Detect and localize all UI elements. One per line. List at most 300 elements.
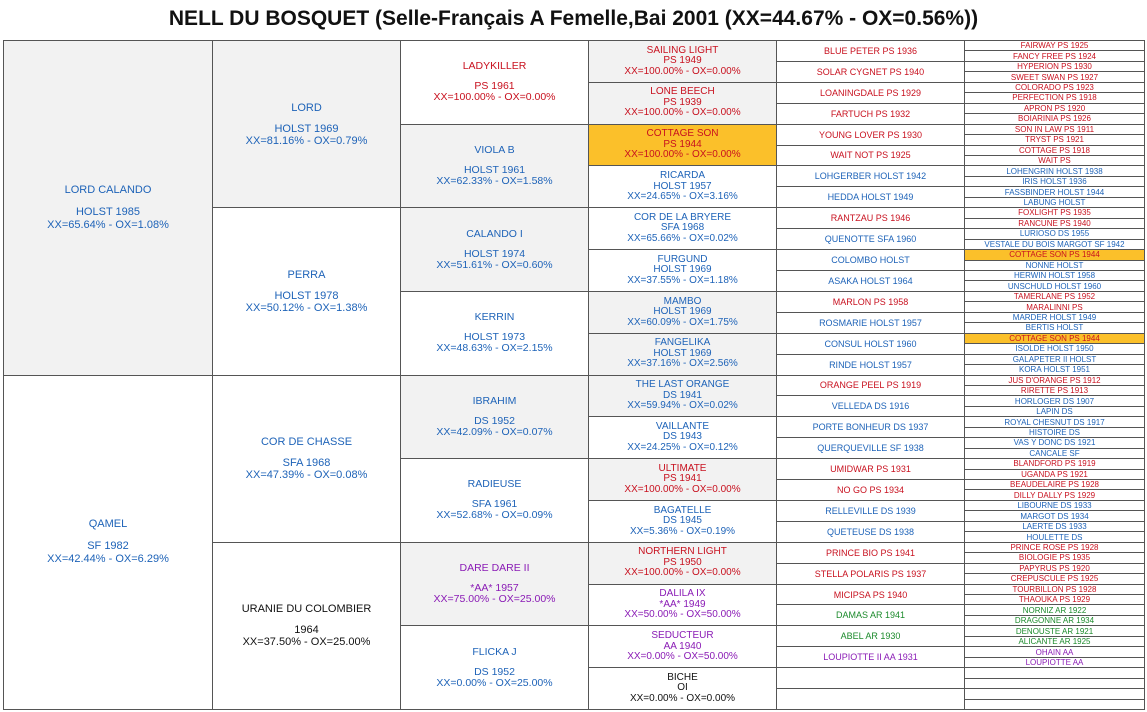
ancestor-gen6-14[interactable] bbox=[965, 176, 1145, 186]
ancestor-gen6-52[interactable] bbox=[965, 574, 1145, 584]
ancestor-breed-year: HOLST 1969 bbox=[274, 122, 339, 135]
ancestor-gen6-20[interactable] bbox=[965, 239, 1145, 249]
ancestor-blood-percent: XX=100.00% - OX=0.00% bbox=[624, 107, 741, 119]
ancestor-name: FLICKA J bbox=[472, 645, 517, 658]
ancestor-name: QUENOTTE SFA 1960 bbox=[824, 234, 917, 245]
ancestor-gen5-13[interactable] bbox=[777, 291, 965, 312]
ancestor-gen6-64[interactable] bbox=[965, 699, 1145, 709]
ancestor-breed-year: DS 1941 bbox=[663, 389, 702, 401]
ancestor-blood-percent: XX=37.50% - OX=25.00% bbox=[242, 636, 371, 649]
ancestor-name: LOHGERBER HOLST 1942 bbox=[814, 171, 927, 182]
ancestor-name: SWEET SWAN PS 1927 bbox=[1010, 72, 1099, 82]
ancestor-gen6-51[interactable] bbox=[965, 563, 1145, 573]
ancestor-name: RADIEUSE bbox=[467, 478, 522, 491]
ancestor-name: LOHENGRIN HOLST 1938 bbox=[1006, 166, 1103, 176]
ancestor-gen5-4[interactable] bbox=[777, 103, 965, 124]
ancestor-gen4-1[interactable] bbox=[589, 41, 777, 83]
ancestor-blood-percent: XX=60.09% - OX=1.75% bbox=[627, 316, 738, 328]
ancestor-blood-percent: XX=24.25% - OX=0.12% bbox=[627, 441, 738, 453]
ancestor-gen2-1[interactable] bbox=[213, 41, 401, 208]
ancestor-gen5-24[interactable] bbox=[777, 521, 965, 542]
ancestor-name: MAMBO bbox=[663, 295, 702, 307]
ancestor-breed-year: SFA 1961 bbox=[471, 498, 518, 511]
ancestor-breed-year: *AA* 1957 bbox=[470, 582, 519, 595]
ancestor-gen4-9[interactable] bbox=[589, 375, 777, 417]
ancestor-gen3-3[interactable] bbox=[401, 208, 589, 292]
ancestor-gen4-4[interactable] bbox=[589, 166, 777, 208]
ancestor-gen5-3[interactable] bbox=[777, 82, 965, 103]
ancestor-gen6-13[interactable] bbox=[965, 166, 1145, 176]
ancestor-breed-year: DS 1943 bbox=[663, 431, 702, 443]
ancestor-gen5-20[interactable] bbox=[777, 438, 965, 459]
ancestor-gen6-57[interactable] bbox=[965, 626, 1145, 636]
ancestor-gen5-26[interactable] bbox=[777, 563, 965, 584]
ancestor-gen4-2[interactable] bbox=[589, 82, 777, 124]
ancestor-name: LOUPIOTTE II AA 1931 bbox=[823, 652, 918, 663]
ancestor-name: TRYST PS 1921 bbox=[1025, 135, 1084, 145]
ancestor-gen6-49[interactable] bbox=[965, 542, 1145, 552]
ancestor-name: COR DE CHASSE bbox=[260, 436, 353, 449]
ancestor-blood-percent: XX=52.68% - OX=0.09% bbox=[436, 509, 553, 522]
ancestor-name: SOLAR CYGNET PS 1940 bbox=[816, 66, 925, 77]
ancestor-blood-percent: XX=100.00% - OX=0.00% bbox=[624, 483, 741, 495]
ancestor-blood-percent: XX=65.66% - OX=0.02% bbox=[627, 232, 738, 244]
ancestor-gen6-56[interactable] bbox=[965, 615, 1145, 625]
ancestor-gen5-23[interactable] bbox=[777, 500, 965, 521]
ancestor-name: FANCY FREE PS 1924 bbox=[1013, 51, 1096, 61]
ancestor-breed-year: HOLST 1985 bbox=[75, 205, 140, 218]
ancestor-gen6-47[interactable] bbox=[965, 521, 1145, 531]
ancestor-breed-year: PS 1961 bbox=[474, 80, 515, 93]
ancestor-gen6-25[interactable] bbox=[965, 291, 1145, 301]
ancestor-gen6-37[interactable] bbox=[965, 417, 1145, 427]
ancestor-name: LORD CALANDO bbox=[64, 183, 152, 196]
ancestor-name: UGANDA PS 1921 bbox=[1021, 469, 1088, 479]
ancestor-name: COTTAGE SON PS 1944 bbox=[1009, 333, 1100, 343]
ancestor-gen6-38[interactable] bbox=[965, 427, 1145, 437]
ancestor-name: BLUE PETER PS 1936 bbox=[823, 45, 918, 56]
ancestor-breed-year: DS 1952 bbox=[474, 665, 515, 678]
ancestor-gen6-28[interactable] bbox=[965, 323, 1145, 333]
ancestor-gen6-42[interactable] bbox=[965, 469, 1145, 479]
ancestor-gen6-24[interactable] bbox=[965, 281, 1145, 291]
ancestor-name: NORNIZ AR 1922 bbox=[1022, 605, 1087, 615]
ancestor-breed-year: SFA 1968 bbox=[282, 457, 331, 470]
ancestor-gen5-1[interactable] bbox=[777, 41, 965, 62]
ancestor-name: LONE BEECH bbox=[650, 86, 715, 98]
ancestor-gen3-7[interactable] bbox=[401, 542, 589, 626]
ancestor-breed-year: OI bbox=[677, 682, 688, 694]
ancestor-name: PAPYRUS PS 1920 bbox=[1019, 563, 1090, 573]
ancestor-name: RICARDA bbox=[659, 170, 705, 182]
ancestor-name: IBRAHIM bbox=[472, 394, 517, 407]
ancestor-name: FOXLIGHT PS 1935 bbox=[1018, 208, 1091, 218]
ancestor-gen5-7[interactable] bbox=[777, 166, 965, 187]
ancestor-blood-percent: XX=51.61% - OX=0.60% bbox=[436, 258, 553, 271]
ancestor-name: BAGATELLE bbox=[653, 504, 712, 516]
ancestor-gen5-5[interactable] bbox=[777, 124, 965, 145]
ancestor-gen5-8[interactable] bbox=[777, 187, 965, 208]
ancestor-gen4-11[interactable] bbox=[589, 459, 777, 501]
ancestor-name: OHAIN AA bbox=[1035, 647, 1074, 657]
ancestor-name: LOUPIOTTE AA bbox=[1025, 657, 1084, 667]
ancestor-gen3-5[interactable] bbox=[401, 375, 589, 459]
ancestor-name: UMIDWAR PS 1931 bbox=[830, 464, 911, 475]
ancestor-name: VELLEDA DS 1916 bbox=[831, 401, 910, 412]
ancestor-breed-year: 1964 bbox=[294, 624, 319, 637]
ancestor-name: VAILLANTE bbox=[655, 420, 710, 432]
ancestor-name: ROYAL CHESNUT DS 1917 bbox=[1004, 417, 1105, 427]
ancestor-gen4-13[interactable] bbox=[589, 542, 777, 584]
ancestor-name: URANIE DU COLOMBIER bbox=[241, 603, 372, 616]
ancestor-name: KERRIN bbox=[474, 311, 515, 324]
ancestor-gen3-1[interactable] bbox=[401, 41, 589, 125]
ancestor-blood-percent: XX=5.36% - OX=0.19% bbox=[629, 525, 736, 537]
ancestor-breed-year: HOLST 1961 bbox=[463, 163, 526, 176]
ancestor-gen6-44[interactable] bbox=[965, 490, 1145, 500]
ancestor-name: FAIRWAY PS 1925 bbox=[1020, 41, 1089, 51]
ancestor-gen5-29[interactable] bbox=[777, 626, 965, 647]
ancestor-blood-percent: XX=0.00% - OX=25.00% bbox=[436, 676, 553, 689]
ancestor-name: FASSBINDER HOLST 1944 bbox=[1004, 187, 1105, 197]
ancestor-name: NONNE HOLST bbox=[1025, 260, 1084, 270]
ancestor-blood-percent: XX=100.00% - OX=0.00% bbox=[433, 91, 556, 104]
ancestor-gen1-2[interactable] bbox=[4, 375, 213, 710]
ancestor-gen6-45[interactable] bbox=[965, 500, 1145, 510]
ancestor-name: DALILA IX bbox=[659, 588, 706, 600]
ancestor-blood-percent: XX=0.00% - OX=0.00% bbox=[629, 692, 736, 704]
ancestor-gen5-12[interactable] bbox=[777, 270, 965, 291]
ancestor-gen5-25[interactable] bbox=[777, 542, 965, 563]
ancestor-gen6-53[interactable] bbox=[965, 584, 1145, 594]
ancestor-name: LORD bbox=[291, 101, 322, 114]
ancestor-gen6-54[interactable] bbox=[965, 595, 1145, 605]
ancestor-gen4-10[interactable] bbox=[589, 417, 777, 459]
ancestor-name: HEDDA HOLST 1949 bbox=[827, 192, 914, 203]
ancestor-name: CALANDO I bbox=[466, 227, 523, 240]
ancestor-name: SEDUCTEUR bbox=[651, 630, 714, 642]
ancestor-gen5-30[interactable] bbox=[777, 647, 965, 668]
ancestor-name: TOURBILLON PS 1928 bbox=[1012, 584, 1097, 594]
ancestor-name: SAILING LIGHT bbox=[646, 44, 719, 56]
ancestor-gen6-2[interactable] bbox=[965, 51, 1145, 61]
ancestor-name: SON IN LAW PS 1911 bbox=[1014, 124, 1095, 134]
ancestor-gen6-41[interactable] bbox=[965, 459, 1145, 469]
ancestor-name: CONSUL HOLST 1960 bbox=[824, 338, 917, 349]
ancestor-blood-percent: XX=100.00% - OX=0.00% bbox=[624, 149, 741, 161]
ancestor-blood-percent: XX=47.39% - OX=0.08% bbox=[245, 469, 368, 482]
ancestor-gen6-15[interactable] bbox=[965, 187, 1145, 197]
ancestor-name: LIBOURNE DS 1933 bbox=[1017, 501, 1092, 511]
ancestor-name: RANTZAU PS 1946 bbox=[830, 213, 911, 224]
ancestor-name: VIOLA B bbox=[474, 143, 515, 156]
ancestor-name: FURGUND bbox=[657, 253, 708, 265]
ancestor-blood-percent: XX=37.16% - OX=2.56% bbox=[627, 358, 738, 370]
ancestor-name: BERTIS HOLST bbox=[1025, 323, 1084, 333]
ancestor-blood-percent: XX=48.63% - OX=2.15% bbox=[436, 342, 553, 355]
ancestor-name: DENOUSTE AR 1921 bbox=[1015, 626, 1094, 636]
ancestor-name: BEAUDELAIRE PS 1928 bbox=[1010, 480, 1099, 490]
ancestor-gen6-26[interactable] bbox=[965, 302, 1145, 312]
ancestor-gen6-63[interactable] bbox=[965, 689, 1145, 699]
ancestor-gen5-31[interactable] bbox=[777, 668, 965, 689]
ancestor-blood-percent: XX=75.00% - OX=25.00% bbox=[433, 593, 556, 606]
ancestor-name: WAIT PS bbox=[1038, 156, 1071, 166]
ancestor-name: BIOLOGIE PS 1935 bbox=[1018, 553, 1091, 563]
ancestor-breed-year: AA 1940 bbox=[663, 640, 702, 652]
pedigree-table bbox=[3, 40, 1145, 710]
ancestor-gen6-46[interactable] bbox=[965, 511, 1145, 521]
ancestor-breed-year: PS 1939 bbox=[663, 96, 702, 108]
ancestor-name: HISTOIRE DS bbox=[1029, 427, 1080, 437]
ancestor-name: COR DE LA BRYERE bbox=[633, 211, 732, 223]
ancestor-name: MARGOT DS 1934 bbox=[1020, 511, 1089, 521]
ancestor-gen6-36[interactable] bbox=[965, 406, 1145, 416]
ancestor-gen6-50[interactable] bbox=[965, 553, 1145, 563]
ancestor-name: RIRETTE PS 1913 bbox=[1020, 386, 1089, 396]
ancestor-breed-year: HOLST 1973 bbox=[463, 331, 526, 344]
ancestor-gen6-17[interactable] bbox=[965, 208, 1145, 218]
ancestor-gen4-15[interactable] bbox=[589, 626, 777, 668]
ancestor-name: YOUNG LOVER PS 1930 bbox=[818, 129, 923, 140]
ancestor-gen2-3[interactable] bbox=[213, 375, 401, 542]
ancestor-gen6-23[interactable] bbox=[965, 270, 1145, 280]
ancestor-blood-percent: XX=37.55% - OX=1.18% bbox=[627, 274, 738, 286]
ancestor-name: RELLEVILLE DS 1939 bbox=[825, 505, 916, 516]
ancestor-gen5-14[interactable] bbox=[777, 312, 965, 333]
ancestor-gen6-10[interactable] bbox=[965, 135, 1145, 145]
ancestor-blood-percent: XX=100.00% - OX=0.00% bbox=[624, 567, 741, 579]
ancestor-name: VAS Y DONC DS 1921 bbox=[1013, 438, 1096, 448]
ancestor-name: THE LAST ORANGE bbox=[635, 379, 730, 391]
ancestor-blood-percent: XX=50.12% - OX=1.38% bbox=[245, 301, 368, 314]
ancestor-name: HERWIN HOLST 1958 bbox=[1013, 271, 1096, 281]
ancestor-gen6-35[interactable] bbox=[965, 396, 1145, 406]
ancestor-gen6-62[interactable] bbox=[965, 678, 1145, 688]
ancestor-breed-year: HOLST 1969 bbox=[653, 306, 712, 318]
ancestor-gen5-28[interactable] bbox=[777, 605, 965, 626]
ancestor-gen6-30[interactable] bbox=[965, 344, 1145, 354]
ancestor-breed-year: HOLST 1969 bbox=[653, 264, 712, 276]
ancestor-name: ABEL AR 1930 bbox=[840, 631, 901, 642]
ancestor-gen6-5[interactable] bbox=[965, 82, 1145, 92]
ancestor-blood-percent: XX=42.44% - OX=6.29% bbox=[47, 553, 169, 566]
ancestor-name: DARE DARE II bbox=[459, 562, 530, 575]
ancestor-gen6-58[interactable] bbox=[965, 636, 1145, 646]
ancestor-name: QUETEUSE DS 1938 bbox=[826, 526, 915, 537]
ancestor-breed-year: PS 1944 bbox=[663, 138, 702, 150]
ancestor-name: NORTHERN LIGHT bbox=[638, 546, 727, 558]
ancestor-breed-year: HOLST 1978 bbox=[274, 289, 339, 302]
ancestor-name: QAMEL bbox=[88, 518, 128, 531]
ancestor-name: THAOUKA PS 1929 bbox=[1018, 595, 1091, 605]
ancestor-gen4-7[interactable] bbox=[589, 291, 777, 333]
ancestor-name: RINDE HOLST 1957 bbox=[829, 359, 912, 370]
ancestor-gen6-59[interactable] bbox=[965, 647, 1145, 657]
ancestor-blood-percent: XX=81.16% - OX=0.79% bbox=[245, 134, 368, 147]
ancestor-name: LABUNG HOLST bbox=[1023, 198, 1086, 208]
ancestor-gen5-22[interactable] bbox=[777, 480, 965, 501]
ancestor-gen1-1[interactable] bbox=[4, 41, 213, 376]
ancestor-gen5-21[interactable] bbox=[777, 459, 965, 480]
ancestor-name: COLORADO PS 1923 bbox=[1015, 83, 1094, 93]
ancestor-blood-percent: XX=62.33% - OX=1.58% bbox=[436, 174, 553, 187]
ancestor-gen4-3[interactable] bbox=[589, 124, 777, 166]
ancestor-name: ALICANTE AR 1925 bbox=[1018, 637, 1091, 647]
ancestor-gen5-11[interactable] bbox=[777, 250, 965, 271]
ancestor-name: CREPUSCULE PS 1925 bbox=[1010, 574, 1099, 584]
ancestor-name: RANCUNE PS 1940 bbox=[1018, 218, 1091, 228]
ancestor-gen6-32[interactable] bbox=[965, 365, 1145, 375]
ancestor-gen6-19[interactable] bbox=[965, 229, 1145, 239]
ancestor-gen5-27[interactable] bbox=[777, 584, 965, 605]
ancestor-gen4-8[interactable] bbox=[589, 333, 777, 375]
ancestor-gen6-33[interactable] bbox=[965, 375, 1145, 385]
ancestor-blood-percent: XX=100.00% - OX=0.00% bbox=[624, 65, 741, 77]
ancestor-gen6-61[interactable] bbox=[965, 668, 1145, 678]
ancestor-name: MARLON PS 1958 bbox=[832, 296, 909, 307]
ancestor-name: IRIS HOLST 1936 bbox=[1022, 177, 1087, 187]
ancestor-gen6-11[interactable] bbox=[965, 145, 1145, 155]
ancestor-name: BOIARINIA PS 1926 bbox=[1018, 114, 1091, 124]
ancestor-gen4-5[interactable] bbox=[589, 208, 777, 250]
ancestor-breed-year: HOLST 1957 bbox=[653, 180, 712, 192]
ancestor-name: MARDER HOLST 1949 bbox=[1012, 313, 1097, 322]
ancestor-name: STELLA POLARIS PS 1937 bbox=[814, 568, 927, 579]
ancestor-gen6-27[interactable] bbox=[965, 312, 1145, 322]
ancestor-name: BICHE bbox=[667, 671, 698, 683]
ancestor-name: PERRA bbox=[287, 268, 326, 281]
ancestor-gen3-6[interactable] bbox=[401, 459, 589, 543]
ancestor-name: ULTIMATE bbox=[658, 462, 707, 474]
ancestor-name: PRINCE ROSE PS 1928 bbox=[1010, 542, 1099, 552]
ancestor-name: LOANINGDALE PS 1929 bbox=[819, 87, 922, 98]
ancestor-gen4-12[interactable] bbox=[589, 500, 777, 542]
ancestor-gen6-39[interactable] bbox=[965, 438, 1145, 448]
ancestor-name: DAMAS AR 1941 bbox=[835, 610, 906, 621]
ancestor-gen6-7[interactable] bbox=[965, 103, 1145, 113]
ancestor-name: COTTAGE SON PS 1944 bbox=[1009, 250, 1100, 260]
ancestor-gen3-4[interactable] bbox=[401, 291, 589, 375]
ancestor-gen5-18[interactable] bbox=[777, 396, 965, 417]
ancestor-breed-year: HOLST 1969 bbox=[653, 347, 712, 359]
ancestor-breed-year: PS 1941 bbox=[663, 473, 702, 485]
ancestor-name: FANGELIKA bbox=[654, 337, 711, 349]
ancestor-gen6-16[interactable] bbox=[965, 197, 1145, 207]
ancestor-name: JUS D'ORANGE PS 1912 bbox=[1008, 375, 1101, 385]
ancestor-name: DILLY DALLY PS 1929 bbox=[1013, 490, 1096, 500]
ancestor-name: PERFECTION PS 1918 bbox=[1012, 93, 1097, 103]
ancestor-name: LADYKILLER bbox=[462, 60, 527, 73]
ancestor-name: KORA HOLST 1951 bbox=[1019, 365, 1090, 375]
ancestor-name: HOULETTE DS bbox=[1026, 532, 1083, 542]
ancestor-name: QUERQUEVILLE SF 1938 bbox=[817, 443, 924, 454]
ancestor-name: DRAGONNE AR 1934 bbox=[1014, 616, 1095, 626]
ancestor-blood-percent: XX=50.00% - OX=50.00% bbox=[624, 609, 741, 621]
ancestor-name: UNSCHULD HOLST 1960 bbox=[1007, 281, 1102, 291]
ancestor-breed-year: SF 1982 bbox=[87, 540, 129, 553]
ancestor-name: BLANDFORD PS 1919 bbox=[1013, 459, 1096, 469]
ancestor-gen6-6[interactable] bbox=[965, 93, 1145, 103]
ancestor-name: LURIOSO DS 1955 bbox=[1019, 229, 1090, 239]
ancestor-gen5-10[interactable] bbox=[777, 229, 965, 250]
ancestor-gen6-3[interactable] bbox=[965, 61, 1145, 71]
ancestor-name: HYPERION PS 1930 bbox=[1017, 62, 1092, 72]
ancestor-gen6-48[interactable] bbox=[965, 532, 1145, 542]
ancestor-name: FARTUCH PS 1932 bbox=[830, 108, 911, 119]
ancestor-gen6-9[interactable] bbox=[965, 124, 1145, 134]
ancestor-gen6-40[interactable] bbox=[965, 448, 1145, 458]
ancestor-gen5-2[interactable] bbox=[777, 61, 965, 82]
ancestor-gen4-16[interactable] bbox=[589, 668, 777, 710]
ancestor-breed-year: HOLST 1974 bbox=[463, 247, 526, 260]
ancestor-name: WAIT NOT PS 1925 bbox=[830, 150, 911, 161]
ancestor-gen5-17[interactable] bbox=[777, 375, 965, 396]
ancestor-breed-year: *AA* 1949 bbox=[659, 598, 706, 610]
ancestor-gen6-60[interactable] bbox=[965, 657, 1145, 667]
ancestor-gen2-2[interactable] bbox=[213, 208, 401, 375]
ancestor-gen6-31[interactable] bbox=[965, 354, 1145, 364]
ancestor-gen5-15[interactable] bbox=[777, 333, 965, 354]
ancestor-gen3-8[interactable] bbox=[401, 626, 589, 710]
ancestor-name: HORLOGER DS 1907 bbox=[1014, 396, 1095, 406]
ancestor-blood-percent: XX=42.09% - OX=0.07% bbox=[436, 425, 553, 438]
ancestor-name: PRINCE BIO PS 1941 bbox=[825, 547, 916, 558]
ancestor-blood-percent: XX=59.94% - OX=0.02% bbox=[627, 400, 738, 412]
ancestor-gen6-34[interactable] bbox=[965, 385, 1145, 395]
ancestor-gen6-21[interactable] bbox=[965, 250, 1145, 260]
ancestor-blood-percent: XX=65.64% - OX=1.08% bbox=[47, 218, 169, 231]
ancestor-name: NO GO PS 1934 bbox=[836, 484, 905, 495]
ancestor-blood-percent: XX=24.65% - OX=3.16% bbox=[627, 191, 738, 203]
ancestor-name: GALAPETER II HOLST bbox=[1012, 354, 1097, 364]
ancestor-gen6-55[interactable] bbox=[965, 605, 1145, 615]
ancestor-gen6-1[interactable] bbox=[965, 41, 1145, 51]
ancestor-gen6-43[interactable] bbox=[965, 480, 1145, 490]
ancestor-gen6-18[interactable] bbox=[965, 218, 1145, 228]
ancestor-name: TAMERLANE PS 1952 bbox=[1013, 292, 1096, 302]
ancestor-gen6-29[interactable] bbox=[965, 333, 1145, 343]
ancestor-gen6-12[interactable] bbox=[965, 155, 1145, 165]
ancestor-gen2-4[interactable] bbox=[213, 542, 401, 709]
ancestor-name: LAERTE DS 1933 bbox=[1022, 522, 1087, 532]
ancestor-gen5-19[interactable] bbox=[777, 417, 965, 438]
ancestor-gen3-2[interactable] bbox=[401, 124, 589, 208]
ancestor-gen6-8[interactable] bbox=[965, 114, 1145, 124]
ancestor-gen6-4[interactable] bbox=[965, 72, 1145, 82]
ancestor-name: MICIPSA PS 1940 bbox=[833, 589, 908, 600]
ancestor-name: PORTE BONHEUR DS 1937 bbox=[812, 422, 929, 433]
ancestor-gen4-14[interactable] bbox=[589, 584, 777, 626]
ancestor-gen6-22[interactable] bbox=[965, 260, 1145, 270]
ancestor-breed-year: DS 1945 bbox=[663, 515, 702, 527]
ancestor-name: VESTALE DU BOIS MARGOT SF 1942 bbox=[984, 239, 1125, 249]
ancestor-name: LAPIN DS bbox=[1036, 407, 1073, 417]
ancestor-breed-year: DS 1952 bbox=[474, 414, 515, 427]
ancestor-name: APRON PS 1920 bbox=[1023, 103, 1086, 113]
ancestor-gen5-16[interactable] bbox=[777, 354, 965, 375]
pedigree-title: NELL DU BOSQUET (Selle-Français A Femelle,Bai 2001 (XX=44.67% - OX=0.56%)) bbox=[168, 7, 979, 30]
ancestor-name: COTTAGE SON bbox=[646, 128, 719, 140]
ancestor-name: ROSMARIE HOLST 1957 bbox=[819, 317, 922, 328]
ancestor-gen4-6[interactable] bbox=[589, 250, 777, 292]
ancestor-gen5-32[interactable] bbox=[777, 689, 965, 710]
ancestor-gen5-6[interactable] bbox=[777, 145, 965, 166]
ancestor-name: MARALINNI PS bbox=[1026, 302, 1083, 312]
ancestor-gen5-9[interactable] bbox=[777, 208, 965, 229]
ancestor-breed-year: SFA 1968 bbox=[660, 222, 705, 234]
ancestor-name: ISOLDE HOLST 1950 bbox=[1015, 344, 1094, 354]
